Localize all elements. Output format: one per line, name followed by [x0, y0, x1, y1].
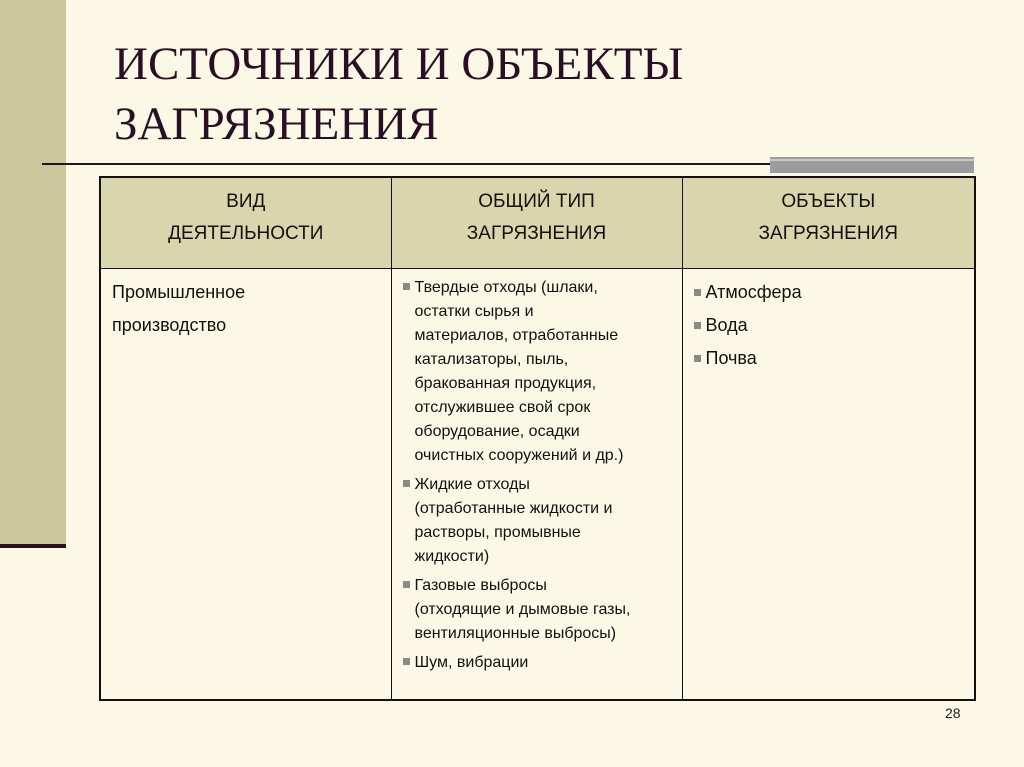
- header-objects: ОБЪЕКТЫ ЗАГРЯЗНЕНИЯ: [682, 177, 975, 269]
- bullet-icon: [403, 658, 410, 665]
- bullet-icon: [403, 283, 410, 290]
- object-atmosphere: Атмосфера: [705, 282, 802, 302]
- header-activity: ВИД ДЕЯТЕЛЬНОСТИ: [100, 177, 391, 269]
- list-item: [403, 651, 671, 675]
- bullet-icon: [403, 480, 410, 487]
- objects-list: [694, 276, 964, 375]
- bullet-icon: [694, 322, 701, 329]
- side-decor-bar: [0, 0, 66, 545]
- object-water: Вода: [705, 315, 748, 335]
- page-number: 28: [945, 705, 961, 721]
- pollution-type-liquid: Жидкие отходы (отработанные жидкости и растворы, промывные жидкости): [414, 476, 613, 565]
- list-item: [403, 574, 671, 646]
- pollution-table: [99, 176, 976, 701]
- list-item: [694, 342, 964, 375]
- cell-pollution-types: [391, 269, 682, 701]
- bullet-icon: [403, 581, 410, 588]
- object-soil: Почва: [705, 348, 757, 368]
- cell-objects: [682, 269, 975, 701]
- pollution-type-list: [403, 276, 671, 675]
- pollution-type-solid: Твердые отходы (шлаки, остатки сырья и материалов, отработанные катализаторы, пыль, бракованная продукция, отслужившее свой срок оборудование, осадки очистных сооружений и др.): [414, 279, 624, 464]
- bullet-icon: [694, 289, 701, 296]
- pollution-type-noise: Шум, вибрации: [414, 654, 529, 671]
- side-decor-rule: [0, 544, 66, 548]
- slide-title: ИСТОЧНИКИ И ОБЪЕКТЫ ЗАГРЯЗНЕНИЯ: [114, 38, 684, 150]
- table-header-row: [100, 177, 975, 269]
- list-item: [403, 276, 671, 468]
- accent-line: [770, 159, 974, 161]
- list-item: [694, 309, 964, 342]
- list-item: [694, 276, 964, 309]
- list-item: [403, 473, 671, 569]
- table-row: [100, 269, 975, 701]
- cell-activity: Промышленное производство: [100, 269, 391, 701]
- pollution-type-gas: Газовые выбросы (отходящие и дымовые газы, вентиляционные выбросы): [414, 577, 631, 642]
- header-pollution-type: ОБЩИЙ ТИП ЗАГРЯЗНЕНИЯ: [391, 177, 682, 269]
- bullet-icon: [694, 355, 701, 362]
